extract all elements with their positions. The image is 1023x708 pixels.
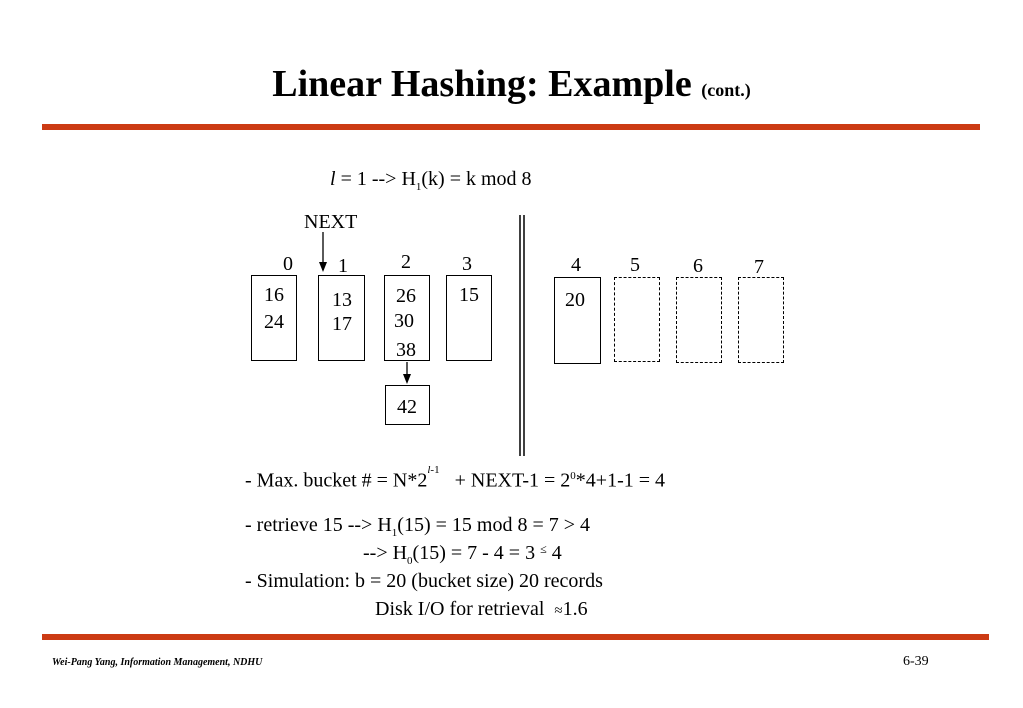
bucket-index-1: 1: [338, 255, 348, 277]
bucket-index-2: 2: [401, 251, 411, 273]
max-bucket-exponent: [427, 464, 439, 476]
bucket-index-0: 0: [283, 253, 293, 275]
h0-line: [363, 542, 562, 572]
retrieve-pre: - retrieve 15 --> H: [245, 514, 392, 536]
max-bucket-line: [245, 465, 665, 492]
max-bucket-post: *4+1-1 = 4: [575, 469, 666, 492]
bucket-2-value: 26: [396, 285, 416, 307]
diskio-pre: Disk I/O for retrieval: [375, 598, 545, 620]
bucket-1-value: 17: [332, 313, 352, 335]
h0-post: (15) = 7 - 4 = 3: [412, 542, 536, 564]
retrieve-sub: 1: [391, 527, 398, 539]
bucket-4-value: 20: [565, 289, 585, 311]
bucket-3-value: 15: [459, 284, 479, 306]
simulation-line: - Simulation: b = 20 (bucket size) 20 records: [245, 570, 603, 592]
formula-tail: (k) = k mod 8: [421, 168, 532, 190]
diskio-approx: ≈: [554, 603, 563, 619]
h0-sub: 0: [407, 555, 413, 567]
bucket-index-4: 4: [571, 254, 581, 276]
bucket-6: [676, 277, 722, 363]
h0-tail: 4: [551, 542, 562, 564]
bucket-0-value: 24: [264, 311, 284, 333]
max-bucket-exp-rest: -1: [430, 464, 440, 476]
formula-level-var: l: [330, 168, 336, 190]
formula-rest: = 1 --> H: [335, 168, 416, 190]
bucket-7: [738, 277, 784, 363]
overflow-arrowhead: [403, 374, 411, 384]
diskio-line: [375, 598, 588, 622]
footer-page-number: 6-39: [903, 654, 929, 669]
bucket-5: [614, 277, 660, 362]
bucket-index-5: 5: [630, 254, 640, 276]
next-label: NEXT: [304, 211, 358, 233]
h0-pre: --> H: [363, 542, 408, 564]
max-bucket-pre: - Max. bucket # = N*2: [245, 469, 428, 492]
bucket-index-6: 6: [693, 255, 703, 277]
bucket-2-value: 38: [396, 339, 416, 361]
bucket-0-value: 16: [264, 284, 284, 306]
title-main: Linear Hashing: Example: [272, 63, 692, 105]
max-bucket-exp2: 0: [570, 470, 576, 482]
max-bucket-exp-var: l: [427, 464, 431, 476]
diskio-val: 1.6: [562, 598, 588, 620]
bucket-2-value: 30: [394, 310, 414, 332]
formula-sub: 1: [415, 181, 422, 193]
max-bucket-mid: + NEXT-1 = 2: [454, 469, 571, 492]
next-arrowhead: [319, 262, 327, 272]
bucket-1-value: 13: [332, 289, 352, 311]
bucket-index-3: 3: [462, 253, 472, 275]
title-cont: (cont.): [701, 80, 751, 100]
retrieve-line: [245, 514, 590, 544]
bottom-rule: [42, 634, 989, 640]
overflow-bucket-value: 42: [397, 396, 417, 418]
bucket-index-7: 7: [754, 256, 764, 278]
footer-author: Wei-Pang Yang, Information Management, NDHU: [52, 657, 263, 668]
h0-le: ≤: [540, 542, 547, 556]
retrieve-post: (15) = 15 mod 8 = 7 > 4: [397, 514, 590, 536]
